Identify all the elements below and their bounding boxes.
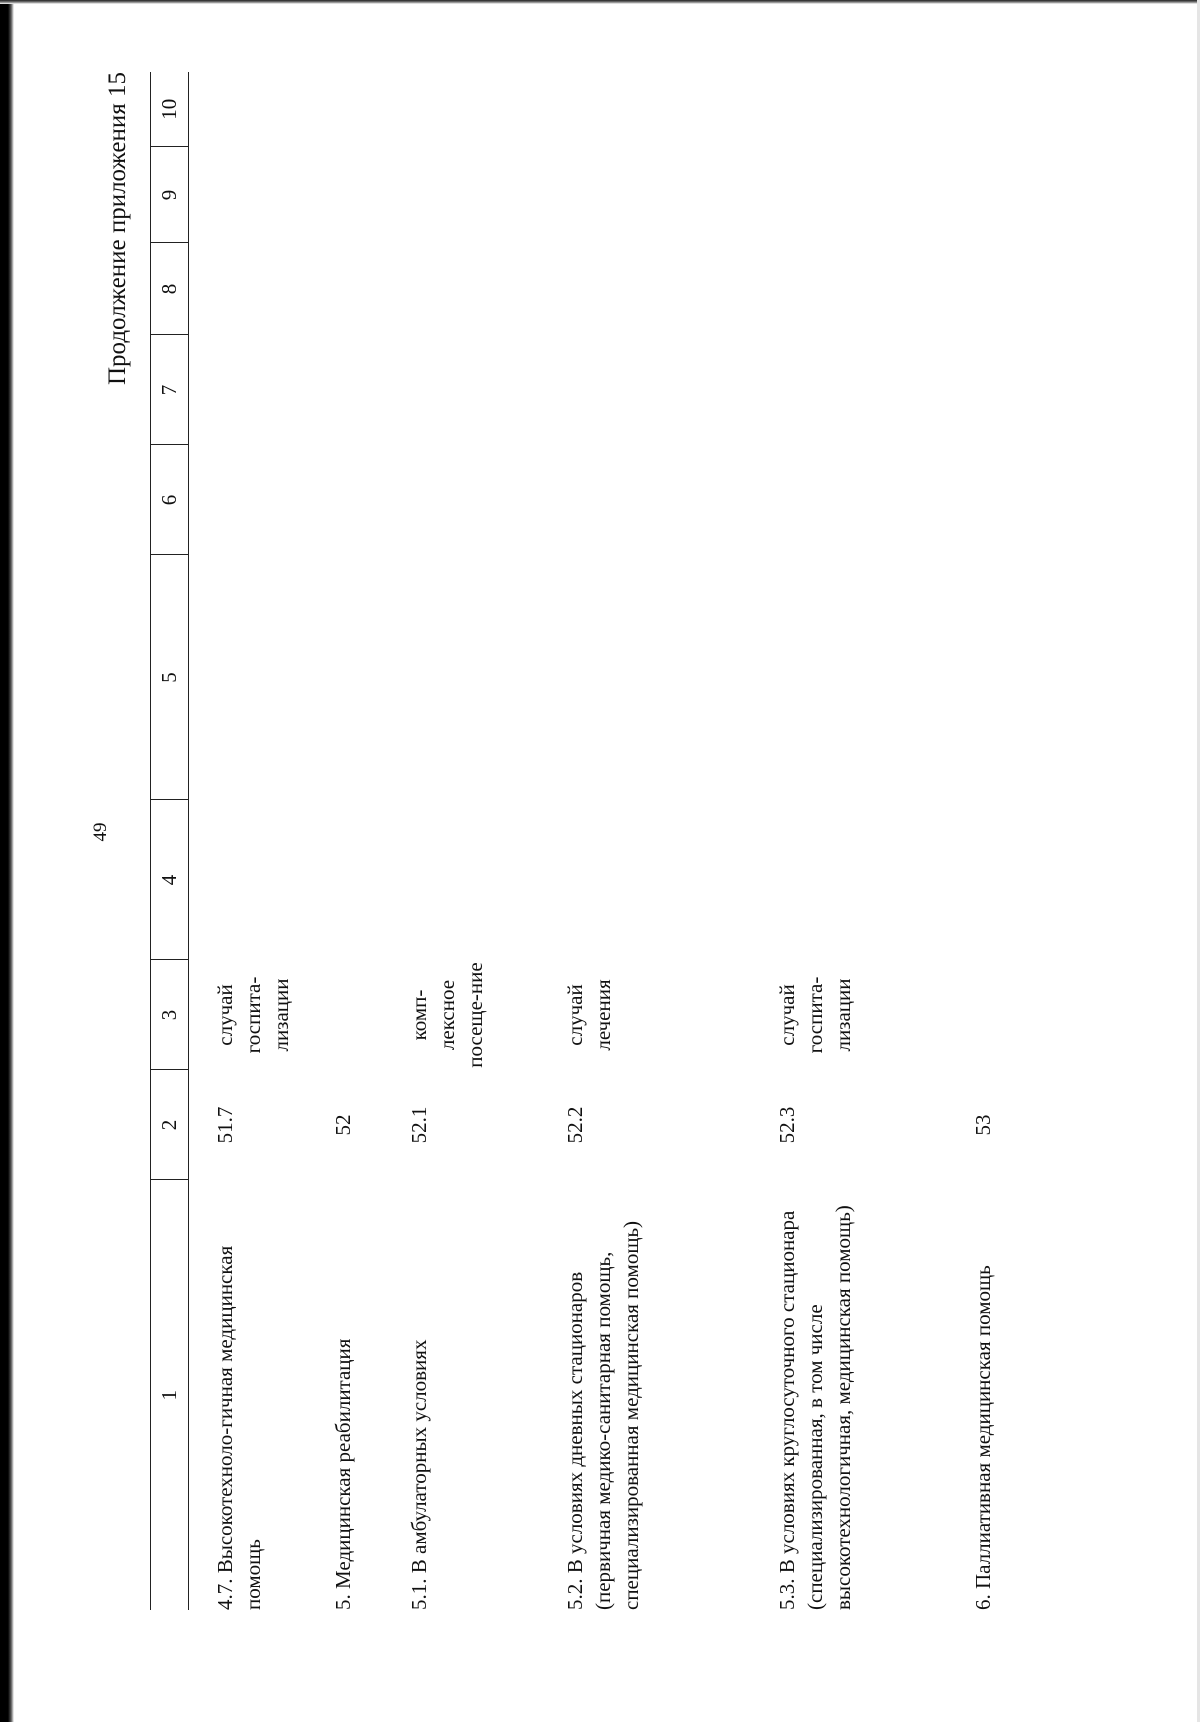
appendix-heading: Продолжение приложения 15 <box>104 72 131 386</box>
column-header: 6 <box>151 445 189 555</box>
row-unit <box>329 960 389 1070</box>
row-code: 51.7 <box>213 1106 237 1144</box>
row-unit <box>953 960 1039 1070</box>
row-unit: случай госпита-лизации <box>213 976 293 1054</box>
row-name: 5.3. В условиях круглосуточного стационара (специализированная, в том числе высокотехнологичная, медицинская помощь) <box>775 1205 855 1610</box>
row-unit: комп-лексное посеще-ние <box>407 962 487 1068</box>
row-code: 53 <box>971 1114 995 1136</box>
column-header: 1 <box>151 1180 189 1610</box>
row-code: 52.2 <box>563 1106 587 1144</box>
table-row <box>757 72 953 1610</box>
table-row <box>329 72 389 1610</box>
row-name: 5.1. В амбулаторных условиях <box>407 1339 431 1610</box>
row-name: 5. Медицинская реабилитация <box>331 1338 355 1610</box>
table-row <box>545 72 757 1610</box>
table-header-row <box>151 72 189 1610</box>
row-name: 5.2. В условиях дневных стационаров (первичная медико-санитарная помощь, специализированная медицинская помощь) <box>563 1220 643 1610</box>
column-header: 7 <box>151 335 189 445</box>
column-header: 5 <box>151 555 189 800</box>
column-header: 3 <box>151 960 189 1070</box>
column-header: 10 <box>151 72 189 147</box>
table-row <box>189 72 330 1610</box>
row-unit: случай госпита-лизации <box>775 976 855 1054</box>
table-row <box>389 72 545 1610</box>
column-header: 9 <box>151 147 189 243</box>
page-number: 49 <box>90 822 111 842</box>
column-header: 8 <box>151 243 189 335</box>
row-code: 52 <box>331 1114 355 1136</box>
column-header: 4 <box>151 800 189 960</box>
row-name: 4.7. Высокотехноло-гичная медицинская помощь <box>213 1245 265 1610</box>
row-name: 6. Паллиативная медицинская помощь <box>971 1265 995 1610</box>
column-header: 2 <box>151 1070 189 1180</box>
row-code: 52.1 <box>407 1106 431 1144</box>
row-code: 52.3 <box>775 1106 799 1144</box>
table-row <box>953 72 1039 1610</box>
row-unit: случай лечения <box>563 979 615 1051</box>
data-table <box>150 72 1039 1610</box>
